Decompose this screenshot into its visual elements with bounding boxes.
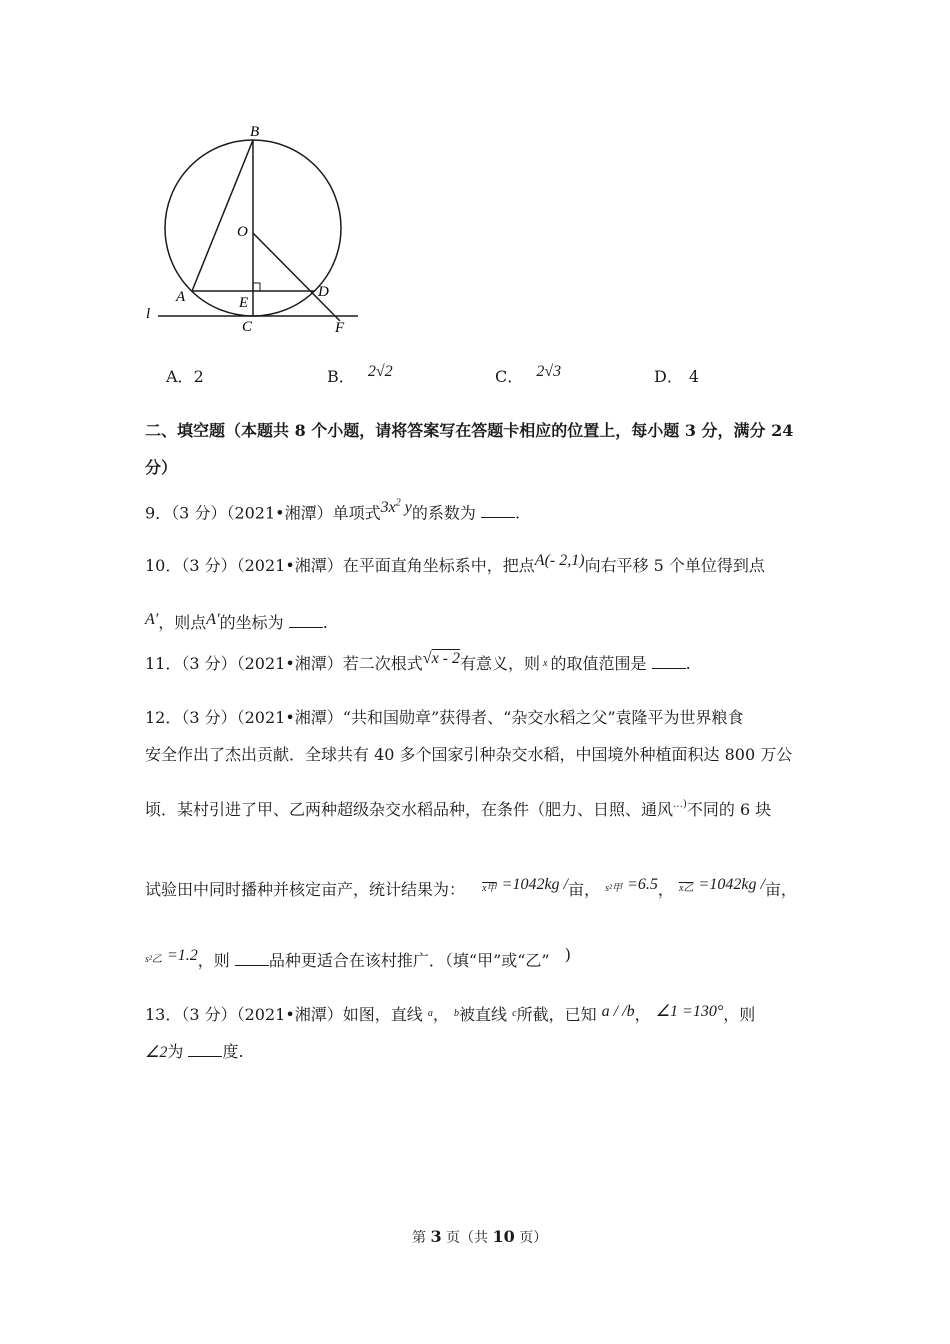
q11-var: x [543, 658, 548, 669]
q9-end: . [514, 503, 521, 523]
label-B: B [250, 124, 260, 140]
q13-angle2: ∠2 [145, 1044, 168, 1061]
q9-suffix: 的系数为 [411, 503, 476, 523]
q12-dots: …) [673, 799, 687, 810]
q9-expr: $3x^2$ y [380, 498, 412, 517]
option-c [495, 363, 562, 388]
q12-line5-suffix: 品种更适合在该村推广．（填“甲”或“乙” [268, 951, 550, 970]
section-heading-line1: 二、填空题（本题共 8 个小题，请将答案写在答题卡相应的位置上，每小题 3 分，满分 24 [145, 421, 794, 440]
q12-line5-mid: ，则 [197, 951, 230, 970]
label-F: F [335, 320, 345, 336]
option-a [166, 367, 204, 387]
q10-point: A(- 2,1) [534, 552, 585, 569]
right-angle-mark [253, 283, 260, 291]
q10-mid: ，则点 [158, 613, 207, 632]
q13-c: c [512, 1008, 517, 1019]
question-10-line1 [145, 552, 765, 577]
q12-sval-yi: =1.2 [166, 947, 198, 964]
q13-a: a [427, 1008, 433, 1019]
option-value: 2√3 [536, 363, 562, 380]
question-12-line3 [145, 800, 771, 823]
q12-unit1: 亩， [568, 880, 601, 899]
answer-blank [652, 654, 686, 669]
label-D: D [318, 284, 329, 300]
option-d [654, 367, 699, 387]
label-l: l [146, 306, 151, 322]
q12-unit2: 亩， [764, 880, 797, 899]
label-A: A [176, 289, 186, 305]
question-12-line4 [145, 876, 797, 903]
option-letter: C． [495, 367, 524, 386]
option-value: 2√2 [367, 363, 393, 380]
option-b [327, 363, 393, 388]
q11-suffix: 的取值范围是 [550, 654, 647, 673]
answer-blank [481, 503, 515, 518]
q11-end: . [685, 654, 691, 673]
page-number: 3 [430, 1227, 442, 1246]
label-O: O [237, 224, 248, 240]
q13-angle1: ∠1 =130° [655, 1003, 724, 1020]
q10-suffix: 向右平移 5 个单位得到点 [584, 556, 765, 575]
q12-sval-jia: =6.5 [627, 876, 658, 893]
x-bar-yi: x乙 [679, 883, 694, 894]
q13-b: b [454, 1008, 459, 1019]
option-letter: B． [327, 367, 355, 386]
q10-a-prime: A′ [145, 611, 159, 628]
circle-figure [140, 118, 370, 343]
q12-comma: ， [657, 880, 674, 899]
s-yi: s²乙 [145, 954, 162, 965]
q10-prefix: 10．（3 分）（2021•湘潭）在平面直角坐标系中，把点 [145, 556, 535, 575]
x-bar-jia: x甲 [482, 883, 497, 894]
q11-prefix: 11．（3 分）（2021•湘潭）若二次根式 [145, 654, 423, 673]
total-pages: 10 [492, 1227, 515, 1246]
line-BA [192, 140, 253, 291]
answer-blank [188, 1042, 222, 1057]
answer-blank [235, 951, 269, 966]
option-value: 4 [688, 367, 700, 386]
option-letter: A． [166, 367, 194, 386]
question-10-line2 [145, 613, 328, 634]
q13-parallel: a / /b [601, 1003, 635, 1020]
q12-line4-prefix: 试验田中同时播种并核定亩产，统计结果为： [145, 880, 466, 899]
question-13-line1: 13．（3 分）（2021•湘潭）如图，直线 $^a$， $^b$被直线 $^c$所截，已知 a / /b， ∠1 =130°，则 [145, 1003, 756, 1024]
question-11 [145, 650, 691, 677]
label-E: E [239, 295, 249, 311]
q12-line5-paren: ) [564, 945, 571, 964]
q10-end: . [322, 613, 328, 632]
question-12-line2: 安全作出了杰出贡献．全球共有 40 多个国家引种杂交水稻，中国境外种植面积达 800 万公 [145, 745, 793, 764]
q10-suffix2: 的坐标为 [219, 613, 284, 632]
q9-prefix: 9．（3 分）（2021•湘潭）单项式 [145, 503, 381, 523]
question-9 [145, 500, 520, 524]
q12-val-jia: =1042kg / [501, 876, 568, 893]
answer-blank [289, 613, 323, 628]
question-13-line2: ∠2为 度. [145, 1042, 244, 1061]
page-footer: 第 3 页（共 10 页） [412, 1227, 548, 1246]
q12-val-yi: =1042kg / [698, 876, 765, 893]
section-heading-line2: 分） [145, 458, 178, 477]
q12-line3a: 顷．某村引进了甲、乙两种超级杂交水稻品种，在条件（肥力、日照、通风 [145, 800, 674, 819]
label-C: C [242, 319, 253, 335]
q12-line3b: 不同的 6 块 [686, 800, 772, 819]
question-12-line1: 12．（3 分）（2021•湘潭）“共和国勋章”获得者、“杂交水稻之父”袁隆平为世界粮食 [145, 708, 744, 727]
option-letter: D． [654, 367, 683, 386]
q10-a-prime-2: A′ [206, 611, 220, 628]
option-value: 2 [193, 367, 204, 386]
q13-prefix: 13．（3 分）（2021•湘潭）如图，直线 [145, 1005, 423, 1024]
q11-radical: √x - 2 [422, 650, 461, 667]
s-jia: s²甲 [605, 883, 622, 894]
q11-mid: 有意义，则 [460, 654, 541, 673]
question-12-line5 [145, 945, 571, 974]
